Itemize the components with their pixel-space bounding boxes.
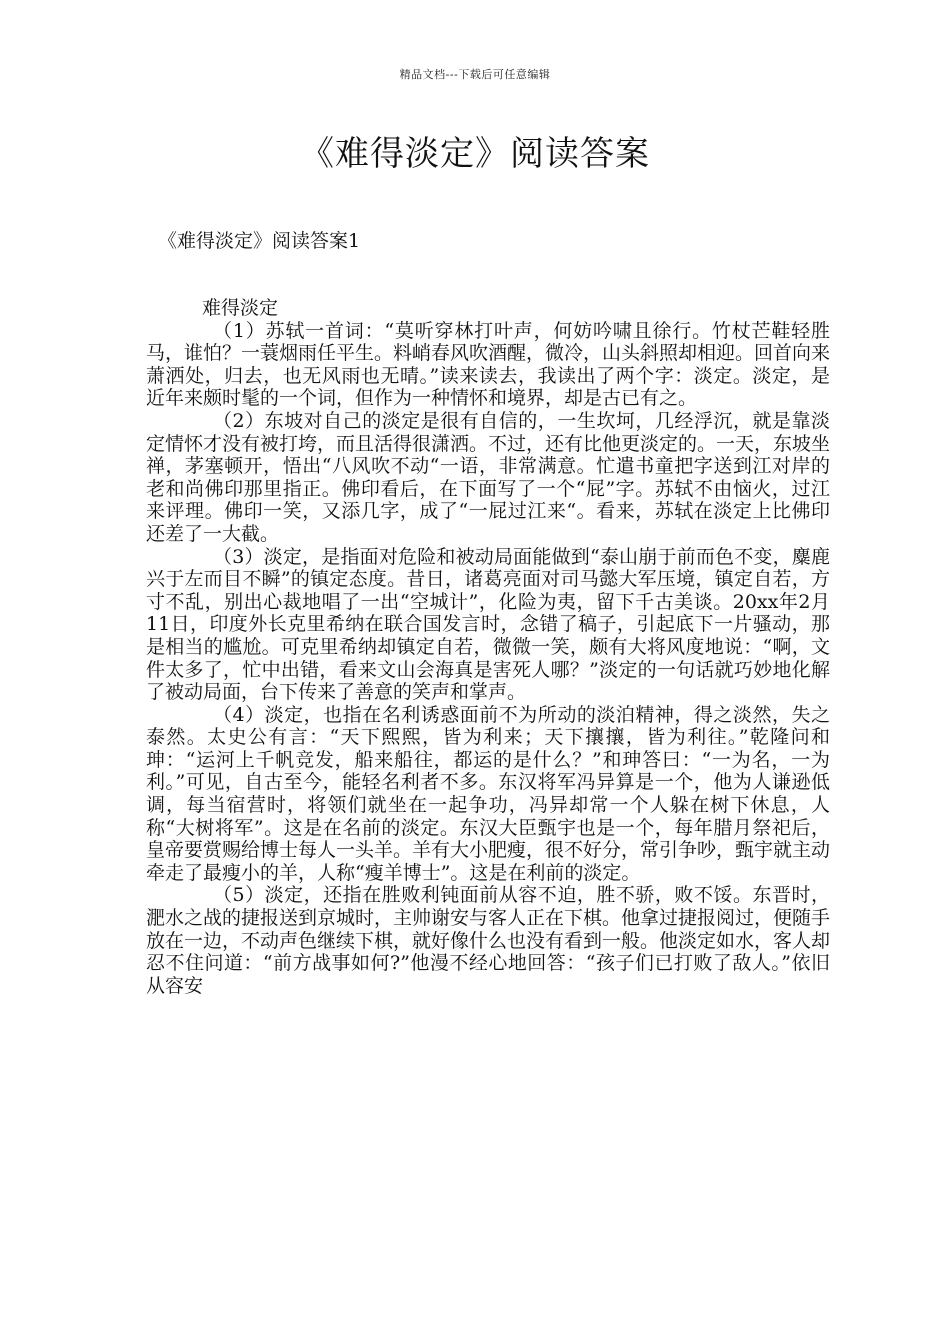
paragraph-3: （3）淡定，是指面对危险和被动局面能做到“泰山崩于前而色不变，麋鹿兴于左而目不瞬”的镇定态度。昔日，诸葛亮面对司马懿大军压境，镇定自若，方寸不乱，别出心裁地唱了一出“空城计”，化险为夷，留下千古美谈。20xx年2月11日，印度外长克里希纳在联合国发言时，念错了稿子，引起底下一片骚动，那是相当的尴尬。可克里希纳却镇定自若，微微一笑，颇有大将风度地说：“啊，文件太多了，忙中出错，看来文山会海真是害死人哪？”淡定的一句话就巧妙地化解了被动局面，台下传来了善意的笑声和掌声。 (146, 545, 830, 704)
paragraph-2: （2）东坡对自己的淡定是很有自信的，一生坎坷，几经浮沉，就是靠淡定情怀才没有被打垮，而且活得很潇洒。不过，还有比他更淡定的。一天，东坡坐禅，茅塞顿开，悟出“八风吹不动“一语，非常满意。忙遣书童把字送到江对岸的老和尚佛印那里指正。佛印看后，在下面写了一个“屁”字。苏轼不由恼火，过江来评理。佛印一笑，又添几字，成了“一屁过江来“。看来，苏轼在淡定上比佛印还差了一大截。 (146, 409, 831, 545)
paragraph-1: （1）苏轼一首词：“莫听穿林打叶声，何妨吟啸且徐行。竹杖芒鞋轻胜马，谁怕？一蓑烟雨任平生。料峭春风吹酒醒，微冷，山头斜照却相迎。回首向来萧洒处，归去，也无风雨也无晴。”读来读去，我读出了两个字：淡定。淡定，是近年来颇时髦的一个词，但作为一种情怀和境界，却是古已有之。 (146, 319, 831, 410)
section-heading: 《难得淡定》阅读答案1 (158, 230, 361, 252)
article-body (146, 297, 830, 997)
document-title: 《难得淡定》阅读答案 (300, 134, 650, 174)
page-header-caption: 精品文档---下载后可任意编辑 (399, 68, 551, 81)
paragraph-4: （4）淡定，也指在名利诱惑面前不为所动的淡泊精神，得之淡然，失之泰然。太史公有言：“天下熙熙，皆为利来；天下攘攘，皆为利往。”乾隆问和珅：“运河上千帆竞发，船来船往，都运的是什么？”和珅答曰：“一为名，一为利。”可见，自古至今，能轻名利者不多。东汉将军冯异算是一个，他为人谦逊低调，每当宿营时，将领们就坐在一起争功，冯异却常一个人躲在树下休息，人称“大树将军”。这是在名前的淡定。东汉大臣甄宇也是一个，每年腊月祭祀后，皇帝要赏赐给博士每人一头羊。羊有大小肥瘦，很不好分，常引争吵，甄宇就主动牵走了最瘦小的羊，人称“瘦羊博士”。这是在利前的淡定。 (146, 703, 831, 884)
article-title: 难得淡定 (202, 297, 279, 319)
paragraph-5: （5）淡定，还指在胜败利钝面前从容不迫，胜不骄，败不馁。东晋时，淝水之战的捷报送到京城时，主帅谢安与客人正在下棋。他拿过捷报阅过，便随手放在一边，不动声色继续下棋，就好像什么也没有看到一般。他淡定如水，客人却忍不住问道：“前方战事如何?”他漫不经心地回答：“孩子们已打败了敌人。”依旧从容安 (146, 884, 831, 997)
